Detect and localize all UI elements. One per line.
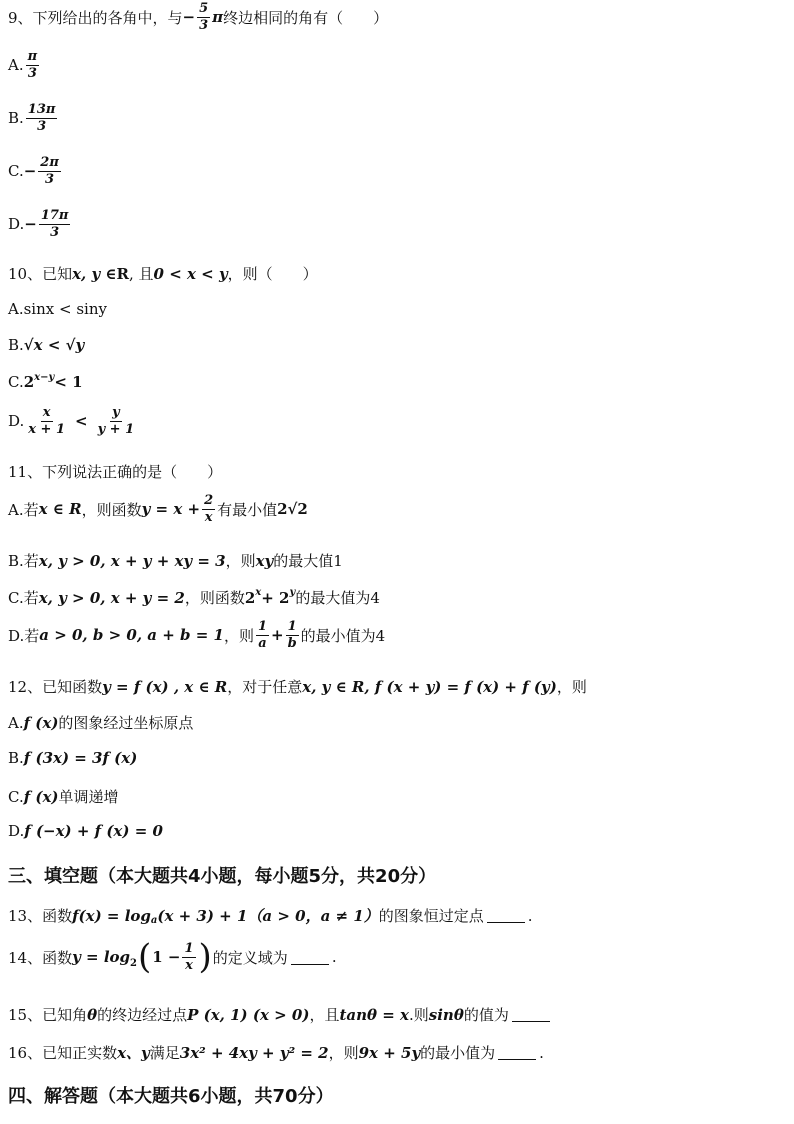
q15-mid2: ，且 — [309, 1006, 340, 1024]
q11-d-tail: 的最小值为4 — [300, 626, 386, 645]
q11-b-post: ，则 — [225, 552, 256, 570]
q13-answer-blank[interactable] — [487, 908, 525, 923]
q9-a-den: 3 — [27, 65, 37, 81]
q10-d-lt: < — [75, 412, 88, 431]
q10-option-d — [8, 406, 138, 436]
q12-option-b — [8, 749, 137, 767]
q9-a-label: A. — [8, 56, 24, 75]
q15-mid: 的终边经过点 — [97, 1006, 188, 1024]
q11-a-func: y = x + — [141, 500, 201, 519]
q14-num: 1 — [184, 940, 194, 956]
q10-c-label: C. — [8, 373, 24, 391]
q16-mid2: ，则 — [328, 1044, 359, 1062]
q11-b-xy: xy — [255, 551, 274, 570]
q13 — [8, 905, 533, 926]
q12-stem-pre: 12、已知函数 — [8, 678, 103, 696]
q16-pre: 16、已知正实数 — [8, 1044, 118, 1062]
q11-a-den: x — [204, 509, 213, 525]
q15-sin: sinθ — [428, 1005, 464, 1024]
q15-post: .则 — [409, 1006, 429, 1024]
q14-left-paren: ( — [137, 937, 152, 977]
q9-d-num: 17π — [40, 208, 69, 223]
q9-d-minus: − — [24, 215, 37, 234]
q10-option-b — [8, 336, 84, 354]
section-3-heading — [8, 862, 436, 888]
q9-stem-minus: − — [182, 8, 196, 27]
q10-d-num2: y — [112, 405, 120, 420]
q15 — [8, 1004, 553, 1025]
q10-a-label: A. — [8, 300, 24, 318]
q14 — [8, 937, 337, 977]
q10-d-fraction-1 — [26, 406, 67, 436]
q11-d-plus: + — [271, 626, 284, 645]
q12-c-label: C. — [8, 787, 24, 806]
q12-c-tail: 单调递增 — [58, 788, 119, 806]
q14-pre: 14、函数 — [8, 948, 73, 967]
q11-a-num: 2 — [204, 493, 214, 508]
q14-den: x — [185, 957, 193, 973]
q11-d-num1: 1 — [257, 619, 267, 634]
q9-c-fraction — [38, 156, 61, 186]
q9-c-num: 2π — [40, 155, 59, 170]
q11-b-cond: x, y > 0, x + y + xy = 3 — [38, 551, 226, 570]
q12-a-fx: f (x) — [23, 713, 59, 732]
q14-post: 的定义域为 — [212, 948, 288, 967]
q9-b-label: B. — [8, 109, 24, 128]
q15-tail: 的值为 — [463, 1006, 509, 1024]
q16-post: 的最小值为 — [420, 1044, 496, 1062]
q9-stem-post: 终边相同的角有（ ） — [223, 8, 389, 27]
q10-c-exp: x−y — [34, 371, 55, 383]
q11-option-b — [8, 550, 343, 571]
q13-cond: （a > 0，a ≠ 1） — [247, 907, 379, 925]
q11-d-den1: a — [258, 635, 267, 651]
q11-a-mid: ，则函数 — [81, 500, 142, 519]
q12-d-text: f (−x) + f (x) = 0 — [24, 822, 163, 840]
q13-func: f(x) = log — [72, 906, 151, 925]
q11-option-a — [8, 494, 308, 524]
q14-one: 1 − — [152, 948, 181, 966]
q14-func: y = log — [72, 948, 131, 966]
q15-answer-blank[interactable] — [512, 1007, 550, 1022]
q10-stem-mid: , 且 — [129, 265, 154, 283]
q11-c-func: 2 — [244, 588, 256, 607]
q11-d-label: D.若 — [8, 626, 40, 645]
q9-d-label: D. — [8, 215, 25, 234]
q16-eq: 3x² + 4xy + y² = 2 — [179, 1043, 329, 1062]
q15-point: P (x, 1) (x > 0) — [187, 1005, 310, 1024]
q12-option-a — [8, 712, 193, 733]
q11-c-exp2: y — [289, 587, 296, 598]
q11-stem — [8, 461, 222, 482]
q10-stem-R: R — [116, 264, 129, 283]
q10-c-rest: < 1 — [54, 373, 83, 391]
q15-tan: tanθ = x — [339, 1005, 409, 1024]
q11-c-cond: x, y > 0, x + y = 2 — [38, 588, 185, 607]
q9-b-fraction — [26, 103, 58, 133]
q14-right-paren: ) — [198, 937, 212, 977]
q16-answer-blank[interactable] — [498, 1045, 536, 1060]
q9-c-label: C. — [8, 162, 24, 181]
q16-vars: x、y — [117, 1044, 150, 1062]
q11-c-label: C.若 — [8, 589, 39, 607]
q11-c-plus: + 2 — [261, 588, 290, 607]
q9-option-d — [8, 209, 72, 239]
q10-stem — [8, 263, 318, 284]
q13-pre: 13、函数 — [8, 907, 73, 925]
q12-stem-post: ，则 — [556, 678, 587, 696]
q11-option-d — [8, 620, 385, 650]
q10-stem-vars: x, y ∈ — [72, 264, 117, 283]
q16-mid: 满足 — [149, 1044, 180, 1062]
q9-b-num: 13π — [27, 102, 56, 117]
q11-d-num2: 1 — [287, 619, 297, 634]
q9-d-den: 3 — [50, 224, 60, 240]
q16-end: . — [539, 1043, 544, 1062]
q9-stem-pre: 9、下列给出的各角中，与 — [8, 8, 183, 27]
q15-theta: θ — [87, 1005, 98, 1024]
q9-d-fraction — [39, 209, 71, 239]
q9-b-den: 3 — [37, 118, 47, 134]
q11-a-cond: x ∈ R — [38, 500, 82, 519]
q12-stem — [8, 676, 587, 697]
q10-d-den1: x + 1 — [28, 421, 66, 437]
q12-option-d — [8, 822, 163, 840]
q12-a-tail: 的图象经过坐标原点 — [58, 714, 194, 732]
q10-stem-ineq: 0 < x < y — [153, 264, 228, 283]
q9-stem — [8, 2, 388, 32]
q10-a-text: sinx < siny — [23, 300, 107, 318]
q12-d-label: D. — [8, 822, 25, 840]
q11-d-fraction-1 — [256, 620, 269, 650]
section-3-title: 三、填空题（本大题共4小题，每小题5分，共20分） — [8, 866, 437, 887]
q14-answer-blank[interactable] — [291, 950, 329, 965]
q11-c-tail: 的最大值为4 — [295, 589, 380, 607]
q16 — [8, 1042, 544, 1063]
q11-a-fraction — [202, 494, 215, 524]
q10-option-c — [8, 373, 83, 391]
q9-stem-fraction — [197, 2, 210, 32]
q14-fraction — [182, 942, 195, 972]
q11-option-c — [8, 587, 380, 608]
q12-b-label: B. — [8, 749, 24, 767]
q10-d-label: D. — [8, 412, 25, 431]
q10-stem-post: ，则（ ） — [227, 265, 318, 283]
q12-c-fx: f (x) — [23, 787, 59, 806]
q16-expr: 9x + 5y — [358, 1043, 421, 1062]
q10-option-a — [8, 300, 107, 318]
q9-a-num: π — [27, 49, 38, 64]
q13-end: . — [527, 906, 533, 925]
q11-b-label: B.若 — [8, 552, 39, 570]
q9-option-a — [8, 50, 41, 80]
q12-b-text: f (3x) = 3f (x) — [23, 749, 138, 767]
q11-stem-text: 11、下列说法正确的是（ ） — [8, 463, 223, 481]
q15-pre: 15、已知角 — [8, 1006, 88, 1024]
q12-option-c — [8, 786, 119, 807]
q14-end: . — [331, 948, 337, 966]
q11-d-cond: a > 0, b > 0, a + b = 1 — [39, 626, 224, 645]
q12-stem-mid: ，对于任意 — [227, 678, 303, 696]
q10-d-den2: y + 1 — [97, 421, 135, 437]
q13-sub: a — [150, 915, 158, 926]
q9-a-fraction — [26, 50, 40, 80]
q11-a-label: A.若 — [8, 500, 39, 519]
q11-c-mid: ，则函数 — [184, 589, 245, 607]
q13-post: 的图象恒过定点 — [378, 907, 484, 925]
q9-c-minus: − — [23, 162, 37, 181]
q10-b-label: B. — [8, 336, 24, 354]
section-4-heading — [8, 1082, 334, 1108]
q10-b-text: √x < √y — [23, 336, 85, 354]
q9-c-den: 3 — [45, 171, 55, 187]
q13-func2: (x + 3) + 1 — [157, 906, 248, 925]
q10-c-base: 2 — [23, 373, 35, 391]
q11-c-exp1: x — [255, 587, 262, 598]
q12-stem-func: y = f (x) , x ∈ R — [102, 677, 228, 696]
q9-option-c — [8, 156, 63, 186]
q9-stem-pi: π — [212, 8, 224, 27]
section-4-title: 四、解答题（本大题共6小题，共70分） — [8, 1086, 334, 1107]
q11-d-den2: b — [287, 635, 297, 651]
q9-stem-frac-num: 5 — [199, 1, 209, 16]
q10-stem-pre: 10、已知 — [8, 265, 73, 283]
q12-stem-cond: x, y ∈ R, f (x + y) = f (x) + f (y) — [302, 677, 557, 696]
q11-a-post: 有最小值 — [217, 500, 278, 519]
q10-d-fraction-2 — [96, 406, 137, 436]
q12-a-label: A. — [8, 713, 24, 732]
q11-d-fraction-2 — [286, 620, 299, 650]
q10-d-num1: x — [42, 405, 51, 420]
q11-a-val: 2√2 — [277, 500, 308, 519]
q9-option-b — [8, 103, 59, 133]
q11-b-tail: 的最大值1 — [273, 552, 343, 570]
q9-stem-frac-den: 3 — [199, 17, 209, 33]
q14-sub: 2 — [130, 957, 137, 969]
q11-d-mid: ，则 — [223, 626, 254, 645]
